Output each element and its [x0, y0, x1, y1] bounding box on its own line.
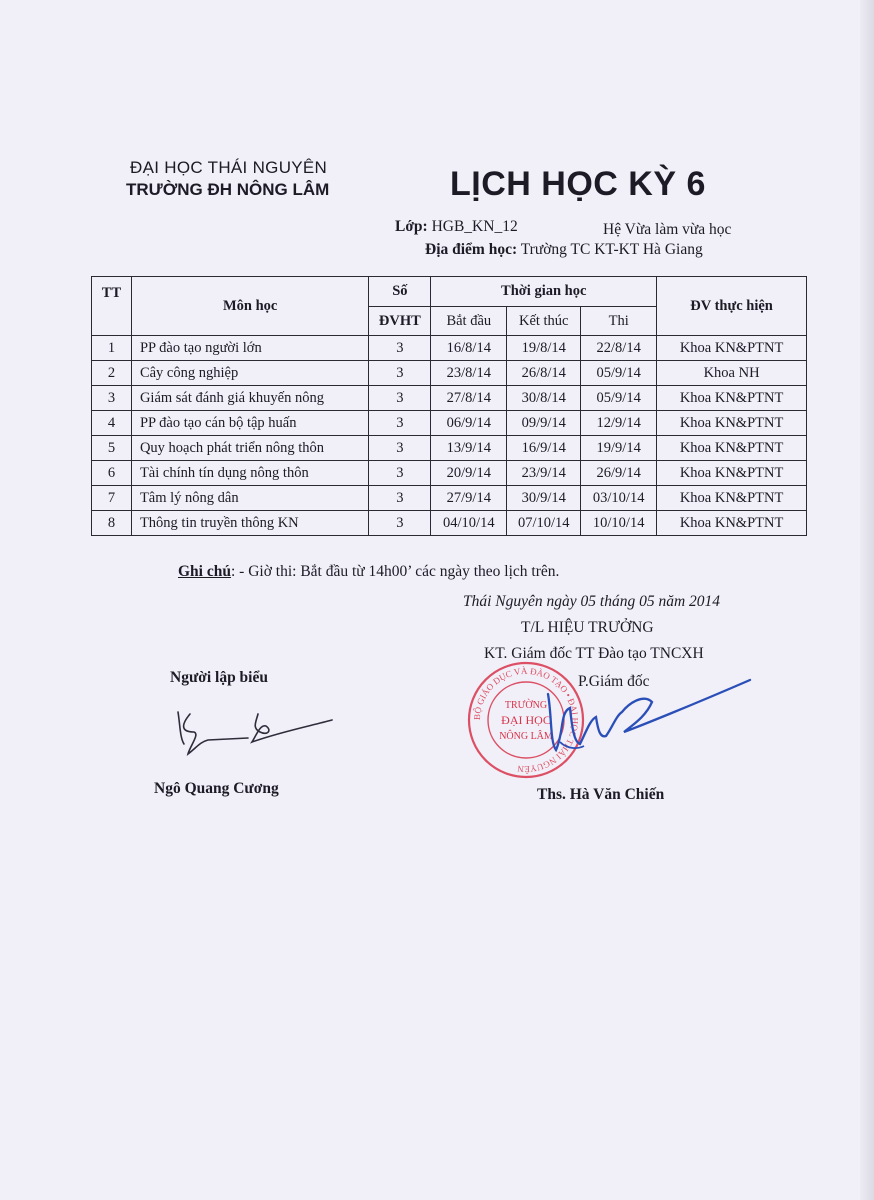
- table-row: [92, 511, 807, 536]
- cell-exam: 12/9/14: [581, 411, 657, 436]
- header-start: Bắt đầu: [431, 307, 507, 336]
- location-value: Trường TC KT-KT Hà Giang: [520, 241, 703, 258]
- class-label: Lớp:: [395, 218, 428, 235]
- cell-end: 30/9/14: [507, 486, 581, 511]
- cell-tt: 6: [92, 461, 132, 486]
- signer-title: T/L HIỆU TRƯỞNG: [521, 619, 654, 636]
- table-row: [92, 436, 807, 461]
- header-dept: ĐV thực hiện: [657, 277, 807, 336]
- location-line: [425, 241, 703, 259]
- cell-subject: Cây công nghiệp: [131, 361, 368, 386]
- cell-subject: Giám sát đánh giá khuyến nông: [131, 386, 368, 411]
- cell-tt: 4: [92, 411, 132, 436]
- cell-end: 23/9/14: [507, 461, 581, 486]
- cell-dept: Khoa KN&PTNT: [657, 511, 807, 536]
- signer-name: Ths. Hà Văn Chiến: [537, 786, 665, 803]
- table-row: [92, 411, 807, 436]
- director-signature: [520, 672, 760, 772]
- table-row: [92, 461, 807, 486]
- cell-tt: 2: [92, 361, 132, 386]
- cell-end: 07/10/14: [507, 511, 581, 536]
- cell-start: 06/9/14: [431, 411, 507, 436]
- university-name: ĐẠI HỌC THÁI NGUYÊN: [130, 158, 328, 177]
- cell-exam: 10/10/14: [581, 511, 657, 536]
- cell-exam: 03/10/14: [581, 486, 657, 511]
- cell-exam: 22/8/14: [581, 336, 657, 361]
- signer-position: KT. Giám đốc TT Đào tạo TNCXH: [484, 645, 704, 662]
- cell-subject: Thông tin truyền thông KN: [131, 511, 368, 536]
- table-row: [92, 361, 807, 386]
- cell-credits: 3: [369, 436, 431, 461]
- location-label: Địa điểm học:: [425, 241, 518, 258]
- cell-end: 30/8/14: [507, 386, 581, 411]
- cell-credits: 3: [369, 461, 431, 486]
- cell-exam: 26/9/14: [581, 461, 657, 486]
- cell-credits: 3: [369, 411, 431, 436]
- stamp-line3: NÔNG LÂM: [499, 731, 553, 742]
- school-name: TRƯỜNG ĐH NÔNG LÂM: [126, 180, 330, 199]
- header-subject: Môn học: [131, 277, 368, 336]
- cell-dept: Khoa KN&PTNT: [657, 336, 807, 361]
- page-title: LỊCH HỌC KỲ 6: [450, 165, 706, 203]
- cell-tt: 7: [92, 486, 132, 511]
- signer-subposition: P.Giám đốc: [578, 673, 650, 690]
- cell-credits: 3: [369, 386, 431, 411]
- preparer-name: Ngô Quang Cương: [154, 780, 279, 797]
- cell-subject: Tâm lý nông dân: [131, 486, 368, 511]
- stamp-ring-text: BỘ GIÁO DỤC VÀ ĐÀO TẠO • ĐẠI HỌC THÁI NGUYÊN: [471, 665, 581, 775]
- note: [178, 563, 559, 581]
- cell-credits: 3: [369, 336, 431, 361]
- table-row: [92, 486, 807, 511]
- cell-start: 04/10/14: [431, 511, 507, 536]
- table-row: [92, 386, 807, 411]
- preparer-title: Người lập biểu: [170, 669, 268, 686]
- header-time: Thời gian học: [431, 277, 657, 307]
- cell-start: 23/8/14: [431, 361, 507, 386]
- place-date: Thái Nguyên ngày 05 tháng 05 năm 2014: [463, 593, 721, 610]
- cell-exam: 05/9/14: [581, 361, 657, 386]
- cell-credits: 3: [369, 361, 431, 386]
- cell-tt: 1: [92, 336, 132, 361]
- cell-exam: 19/9/14: [581, 436, 657, 461]
- stamp-line2: ĐẠI HỌC: [501, 713, 551, 727]
- cell-start: 20/9/14: [431, 461, 507, 486]
- cell-end: 16/9/14: [507, 436, 581, 461]
- cell-subject: Quy hoạch phát triển nông thôn: [131, 436, 368, 461]
- cell-dept: Khoa KN&PTNT: [657, 436, 807, 461]
- cell-dept: Khoa KN&PTNT: [657, 386, 807, 411]
- cell-start: 27/8/14: [431, 386, 507, 411]
- cell-start: 13/9/14: [431, 436, 507, 461]
- class-line: [395, 218, 518, 236]
- cell-dept: Khoa NH: [657, 361, 807, 386]
- header-credits-bottom: ĐVHT: [369, 307, 431, 336]
- cell-start: 16/8/14: [431, 336, 507, 361]
- cell-end: 09/9/14: [507, 411, 581, 436]
- cell-credits: 3: [369, 511, 431, 536]
- cell-end: 19/8/14: [507, 336, 581, 361]
- header-credits-top: Số: [369, 277, 431, 307]
- page-edge: [860, 0, 874, 1200]
- cell-tt: 8: [92, 511, 132, 536]
- cell-end: 26/8/14: [507, 361, 581, 386]
- cell-exam: 05/9/14: [581, 386, 657, 411]
- cell-dept: Khoa KN&PTNT: [657, 486, 807, 511]
- cell-subject: PP đào tạo cán bộ tập huấn: [131, 411, 368, 436]
- cell-start: 27/9/14: [431, 486, 507, 511]
- preparer-signature: [160, 702, 340, 762]
- cell-tt: 3: [92, 386, 132, 411]
- note-text: : - Giờ thi: Bắt đầu từ 14h00’ các ngày theo lịch trên.: [230, 563, 560, 580]
- cell-dept: Khoa KN&PTNT: [657, 411, 807, 436]
- cell-subject: Tài chính tín dụng nông thôn: [131, 461, 368, 486]
- note-label: Ghi chú: [178, 563, 231, 580]
- study-system: Hệ Vừa làm vừa học: [603, 221, 732, 238]
- class-value: HGB_KN_12: [431, 218, 518, 235]
- cell-subject: PP đào tạo người lớn: [131, 336, 368, 361]
- stamp-line1: TRƯỜNG: [504, 700, 548, 711]
- cell-tt: 5: [92, 436, 132, 461]
- cell-dept: Khoa KN&PTNT: [657, 461, 807, 486]
- table-row: [92, 336, 807, 361]
- schedule-table: [91, 276, 807, 536]
- header-end: Kết thúc: [507, 307, 581, 336]
- cell-credits: 3: [369, 486, 431, 511]
- header-exam: Thi: [581, 307, 657, 336]
- header-tt: TT: [92, 277, 132, 336]
